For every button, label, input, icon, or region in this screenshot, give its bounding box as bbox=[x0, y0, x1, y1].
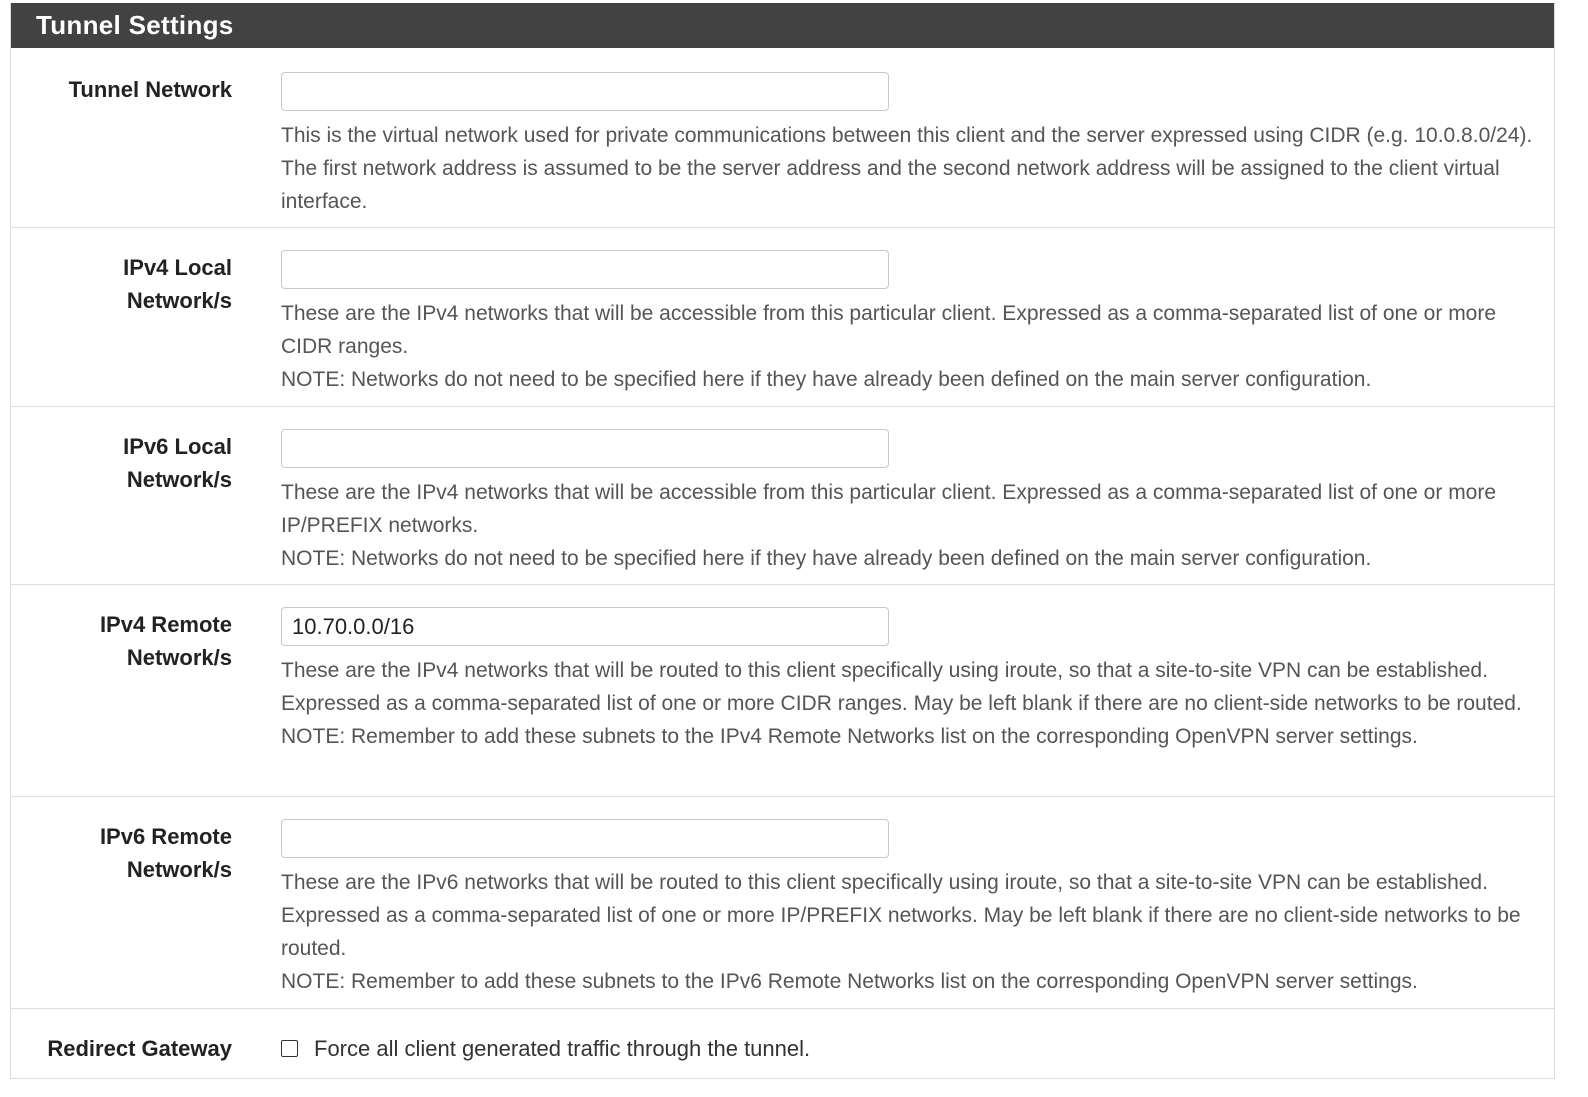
ipv6-local-label-line1: IPv6 Local bbox=[123, 434, 232, 459]
ipv4-remote-row bbox=[11, 585, 1554, 797]
ipv6-local-help-note: NOTE: Networks do not need to be specified here if they have already been defined on the main server configuration. bbox=[281, 547, 1372, 570]
redirect-gateway-label-text: Redirect Gateway bbox=[47, 1036, 232, 1061]
ipv6-remote-row bbox=[11, 797, 1554, 1009]
ipv6-remote-label-line2: Network/s bbox=[126, 857, 232, 882]
tunnel-settings-panel bbox=[10, 3, 1555, 1079]
ipv4-local-label bbox=[11, 251, 232, 317]
ipv6-remote-label bbox=[11, 820, 232, 886]
tunnel-network-help-text: This is the virtual network used for private communications between this client and the server expressed using CIDR (e.g. 10.0.8.0/24). The first network address is assumed to be the server address and the second network address will be assigned to the client virtual interface. bbox=[281, 124, 1533, 213]
ipv4-remote-label bbox=[11, 608, 232, 674]
ipv4-local-label-line1: IPv4 Local bbox=[123, 255, 232, 280]
ipv4-local-row bbox=[11, 228, 1554, 407]
ipv4-local-label-line2: Network/s bbox=[126, 288, 232, 313]
ipv6-local-row bbox=[11, 407, 1554, 585]
redirect-gateway-checkbox[interactable] bbox=[281, 1040, 298, 1057]
ipv4-remote-help-note: NOTE: Remember to add these subnets to the IPv4 Remote Networks list on the corresponding OpenVPN server settings. bbox=[281, 725, 1418, 748]
ipv6-local-label-line2: Network/s bbox=[126, 467, 232, 492]
ipv4-remote-help-text: These are the IPv4 networks that will be routed to this client specifically using iroute, so that a site-to-site VPN can be established. Expressed as a comma-separated list of one or more CIDR ranges. May be left blank if there are no client-side networks to be routed. bbox=[281, 659, 1522, 715]
ipv6-remote-field bbox=[281, 819, 1539, 998]
ipv4-local-help-note: NOTE: Networks do not need to be specified here if they have already been defined on the main server configuration. bbox=[281, 368, 1372, 391]
ipv4-remote-input[interactable] bbox=[281, 607, 889, 646]
ipv6-remote-help bbox=[281, 866, 1539, 998]
ipv6-local-help-text: These are the IPv4 networks that will be accessible from this particular client. Expressed as a comma-separated list of one or more IP/PREFIX networks. bbox=[281, 481, 1497, 537]
redirect-gateway-option[interactable] bbox=[281, 1032, 1539, 1065]
ipv4-remote-field bbox=[281, 607, 1539, 753]
ipv6-remote-help-text: These are the IPv6 networks that will be routed to this client specifically using iroute, so that a site-to-site VPN can be established. Expressed as a comma-separated list of one or more IP/PREFIX networks. May be left blank if there are no client-side networks to be routed. bbox=[281, 871, 1521, 960]
ipv4-remote-label-line1: IPv4 Remote bbox=[99, 612, 232, 637]
ipv4-local-input[interactable] bbox=[281, 250, 889, 289]
redirect-gateway-row bbox=[11, 1009, 1554, 1079]
tunnel-network-field bbox=[281, 72, 1539, 218]
redirect-gateway-label bbox=[11, 1032, 232, 1065]
tunnel-network-label-text: Tunnel Network bbox=[68, 77, 232, 102]
ipv4-local-help bbox=[281, 297, 1539, 396]
tunnel-network-label bbox=[11, 73, 232, 106]
ipv4-local-help-text: These are the IPv4 networks that will be accessible from this particular client. Expressed as a comma-separated list of one or more CIDR ranges. bbox=[281, 302, 1497, 358]
ipv6-local-label bbox=[11, 430, 232, 496]
ipv4-remote-label-line2: Network/s bbox=[126, 645, 232, 670]
ipv6-remote-help-note: NOTE: Remember to add these subnets to the IPv6 Remote Networks list on the corresponding OpenVPN server settings. bbox=[281, 970, 1418, 993]
ipv6-local-input[interactable] bbox=[281, 429, 889, 468]
tunnel-network-row bbox=[11, 48, 1554, 228]
ipv4-remote-help bbox=[281, 654, 1539, 753]
tunnel-network-input[interactable] bbox=[281, 72, 889, 111]
ipv6-remote-label-line1: IPv6 Remote bbox=[99, 824, 232, 849]
ipv6-remote-input[interactable] bbox=[281, 819, 889, 858]
redirect-gateway-checkbox-label: Force all client generated traffic through the tunnel. bbox=[314, 1036, 811, 1061]
section-title: Tunnel Settings bbox=[11, 3, 1554, 48]
redirect-gateway-field bbox=[281, 1032, 1539, 1065]
ipv6-local-field bbox=[281, 429, 1539, 575]
ipv6-local-help bbox=[281, 476, 1539, 575]
ipv4-local-field bbox=[281, 250, 1539, 396]
tunnel-network-help bbox=[281, 119, 1539, 218]
